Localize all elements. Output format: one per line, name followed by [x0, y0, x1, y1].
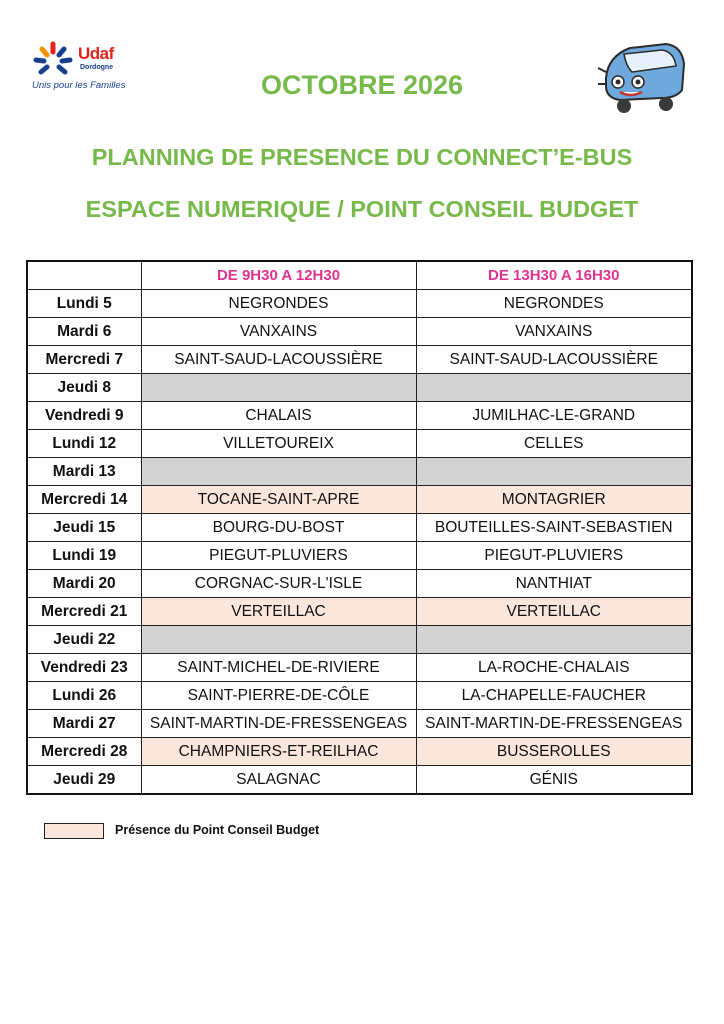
month-title: OCTOBRE 2026	[260, 70, 464, 100]
day-cell: Lundi 12	[27, 430, 141, 458]
morning-cell: VANXAINS	[141, 318, 416, 346]
day-cell: Mardi 27	[27, 710, 141, 738]
table-row	[27, 710, 692, 738]
morning-cell	[141, 458, 416, 486]
morning-cell: SAINT-MICHEL-DE-RIVIERE	[141, 654, 416, 682]
afternoon-cell: GÉNIS	[416, 766, 692, 795]
afternoon-cell: MONTAGRIER	[416, 486, 692, 514]
morning-cell: TOCANE-SAINT-APRE	[141, 486, 416, 514]
day-cell: Lundi 19	[27, 542, 141, 570]
day-cell: Mardi 20	[27, 570, 141, 598]
afternoon-cell: LA-ROCHE-CHALAIS	[416, 654, 692, 682]
afternoon-cell: BUSSEROLLES	[416, 738, 692, 766]
day-cell: Mardi 13	[27, 458, 141, 486]
day-cell: Mardi 6	[27, 318, 141, 346]
afternoon-cell: BOUTEILLES-SAINT-SEBASTIEN	[416, 514, 692, 542]
logo-brand: Udaf	[78, 44, 114, 63]
afternoon-cell: CELLES	[416, 430, 692, 458]
table-row	[27, 738, 692, 766]
schedule-table	[26, 260, 693, 795]
morning-cell: CHALAIS	[141, 402, 416, 430]
table-row	[27, 458, 692, 486]
morning-cell: SALAGNAC	[141, 766, 416, 795]
day-cell: Lundi 26	[27, 682, 141, 710]
table-row	[27, 626, 692, 654]
header-morning: DE 9H30 A 12H30	[141, 261, 416, 290]
table-row	[27, 514, 692, 542]
day-cell: Vendredi 9	[27, 402, 141, 430]
day-cell: Mercredi 14	[27, 486, 141, 514]
day-cell: Jeudi 22	[27, 626, 141, 654]
afternoon-cell: VANXAINS	[416, 318, 692, 346]
afternoon-cell: SAINT-MARTIN-DE-FRESSENGEAS	[416, 710, 692, 738]
table-row	[27, 290, 692, 318]
morning-cell: NEGRONDES	[141, 290, 416, 318]
table-row	[27, 486, 692, 514]
morning-cell: VILLETOUREIX	[141, 430, 416, 458]
afternoon-cell	[416, 626, 692, 654]
morning-cell: BOURG-DU-BOST	[141, 514, 416, 542]
afternoon-cell: VERTEILLAC	[416, 598, 692, 626]
day-cell: Mercredi 21	[27, 598, 141, 626]
afternoon-cell	[416, 458, 692, 486]
logo-tagline: Unis pour les Familles	[32, 80, 126, 91]
table-row	[27, 598, 692, 626]
afternoon-cell: JUMILHAC-LE-GRAND	[416, 402, 692, 430]
table-row	[27, 374, 692, 402]
afternoon-cell: SAINT-SAUD-LACOUSSIÈRE	[416, 346, 692, 374]
morning-cell	[141, 626, 416, 654]
morning-cell: CHAMPNIERS-ET-REILHAC	[141, 738, 416, 766]
table-row	[27, 654, 692, 682]
table-row	[27, 318, 692, 346]
header-row	[27, 261, 692, 290]
day-cell: Mercredi 28	[27, 738, 141, 766]
planning-subtitle: ESPACE NUMERIQUE / POINT CONSEIL BUDGET	[85, 196, 639, 222]
morning-cell: SAINT-MARTIN-DE-FRESSENGEAS	[141, 710, 416, 738]
afternoon-cell	[416, 374, 692, 402]
afternoon-cell: PIEGUT-PLUVIERS	[416, 542, 692, 570]
table-row	[27, 346, 692, 374]
day-cell: Mercredi 7	[27, 346, 141, 374]
morning-cell: PIEGUT-PLUVIERS	[141, 542, 416, 570]
header-empty-cell	[27, 261, 141, 290]
table-row	[27, 402, 692, 430]
header-afternoon: DE 13H30 A 16H30	[416, 261, 692, 290]
day-cell: Vendredi 23	[27, 654, 141, 682]
table-row	[27, 430, 692, 458]
day-cell: Jeudi 15	[27, 514, 141, 542]
logo-brand-sub: Dordogne	[80, 64, 114, 71]
legend-swatch	[44, 823, 104, 839]
table-row	[27, 682, 692, 710]
morning-cell: SAINT-SAUD-LACOUSSIÈRE	[141, 346, 416, 374]
day-cell: Jeudi 8	[27, 374, 141, 402]
morning-cell: VERTEILLAC	[141, 598, 416, 626]
day-cell: Jeudi 29	[27, 766, 141, 795]
morning-cell: SAINT-PIERRE-DE-CÔLE	[141, 682, 416, 710]
afternoon-cell: NANTHIAT	[416, 570, 692, 598]
day-cell: Lundi 5	[27, 290, 141, 318]
morning-cell	[141, 374, 416, 402]
planning-title: PLANNING DE PRESENCE DU CONNECT’E-BUS	[91, 144, 633, 170]
legend-label: Présence du Point Conseil Budget	[115, 823, 320, 837]
afternoon-cell: NEGRONDES	[416, 290, 692, 318]
afternoon-cell: LA-CHAPELLE-FAUCHER	[416, 682, 692, 710]
morning-cell: CORGNAC-SUR-L'ISLE	[141, 570, 416, 598]
table-row	[27, 542, 692, 570]
table-row	[27, 766, 692, 795]
table-row	[27, 570, 692, 598]
